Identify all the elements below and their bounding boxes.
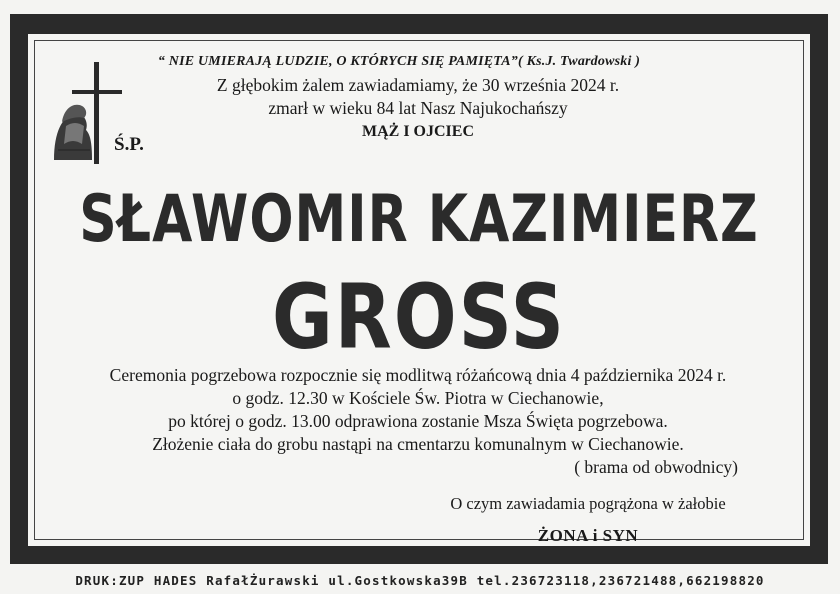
mourning-frame (10, 14, 828, 564)
ceremony-line-1: Ceremonia pogrzebowa rozpocznie się modlitwą różańcową dnia 4 października 2024 r. (109, 365, 727, 385)
deceased-surname: GROSS (272, 266, 566, 370)
obituary-card (28, 34, 810, 546)
announcement-line-2: zmarł w wieku 84 lat Nasz Najukochańszy (268, 98, 568, 118)
ceremony-line-4: Złożenie ciała do grobu nastąpi na cmentarzu komunalnym w Ciechanowie. (152, 434, 684, 454)
closing-line: O czym zawiadamia pogrążona w żałobie (450, 494, 726, 513)
announcement-line-1: Z głębokim żalem zawiadamiamy, że 30 września 2024 r. (216, 75, 620, 95)
ceremony-line-5: ( brama od obwodnicy) (574, 457, 738, 477)
announcement (188, 74, 648, 143)
printer-imprint: DRUK:ZUP HADES RafałŻurawski ul.Gostkowska39B tel.236723118,236721488,662198820 (75, 573, 765, 588)
ceremony-line-2: o godz. 12.30 w Kościele Św. Piotra w Ciechanowie, (232, 388, 604, 408)
ceremony-line-3: po której o godz. 13.00 odprawiona zostanie Msza Święta pogrzebowa. (168, 411, 668, 431)
ceremony-details (38, 364, 798, 479)
deceased-first-names: SŁAWOMIR KAZIMIERZ (79, 182, 759, 257)
motto-quote: “ NIE UMIERAJĄ LUDZIE, O KTÓRYCH SIĘ PAMIĘTA”( Ks.J. Twardowski ) (157, 54, 641, 69)
family-signature: ŻONA i SYN (537, 526, 639, 545)
relation-title: MĄŻ I OJCIEC (361, 123, 474, 140)
sp-abbreviation: Ś.P. (114, 134, 144, 155)
